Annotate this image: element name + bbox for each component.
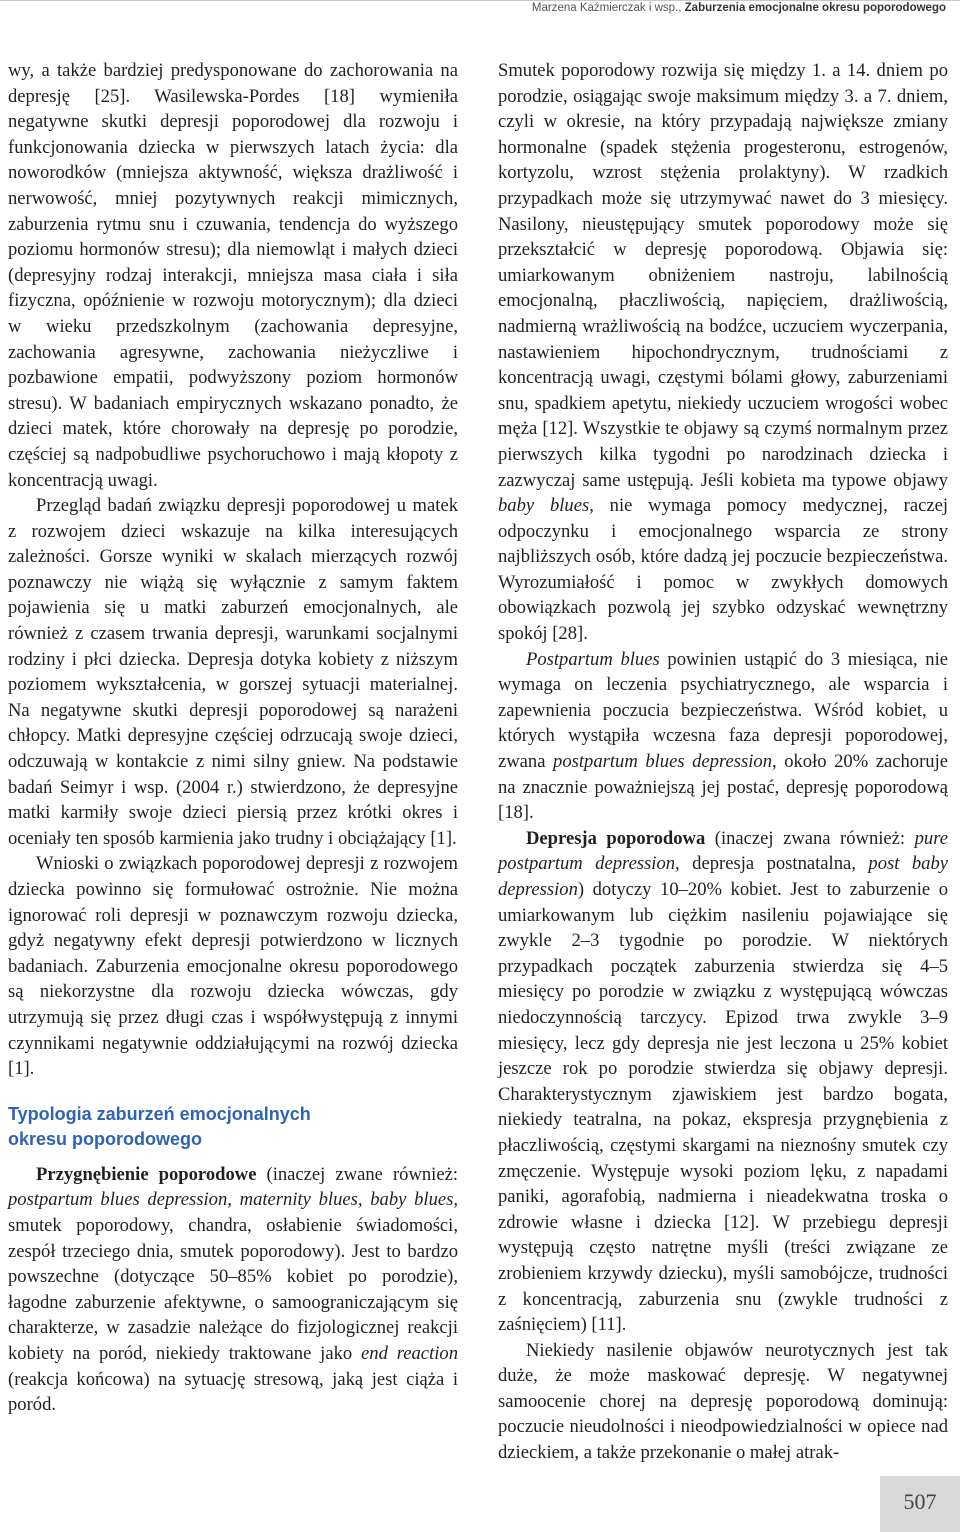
term-post-baby-depression: post baby depression bbox=[498, 853, 949, 900]
term-pure-postpartum-depression: pure postpartum depression, bbox=[498, 827, 948, 875]
running-head bbox=[0, 0, 960, 18]
right-p3-text-a: (inaczej zwana również: bbox=[705, 827, 915, 849]
left-paragraph-1: wy, a także bardziej predysponowane do zachorowania na depresję [25]. Wasilewska-Pordes [18] wymieniła negatywne skutki depresji poporodowej dla rozwoju i funkcjonowania dziecka w pierwszych latach życia: dla noworodków (mniejsza aktywność, większa drażliwość i nerwowość, mniej pozytywnych reakcji mimicznych, zaburzenia rytmu snu i czuwania, tendencja do wyższego poziomu hormonów stresu); dla niemowląt i małych dzieci (depresyjny rodzaj interakcji, mniejsza masa ciała i siła fizyczna, opóźnienie w rozwoju motorycznym); dla dzieci w wieku przedszkolnym (zachowania depresyjne, zachowania agresywne, zachowania nieżyczliwe i pozbawione empatii, podwyższony poziom hormonów stresu). W badaniach empirycznych wskazano ponadto, że dzieci matek, które chorowały na depresję po porodzie, częściej są nadpobudliwe psychoruchowo i mają kłopoty z koncentracją uwagi. bbox=[8, 60, 458, 491]
term-przygnebienie-poporodowe: Przygnębienie poporodowe bbox=[36, 1163, 257, 1185]
term-postpartum-blues: Postpartum blues bbox=[526, 648, 660, 670]
left-paragraph-4 bbox=[8, 1162, 458, 1418]
section-heading-line-1: Typologia zaburzeń emocjonalnych bbox=[8, 1103, 311, 1124]
right-paragraph-1 bbox=[498, 58, 948, 647]
left-column bbox=[8, 58, 458, 1418]
term-depresja-poporodowa: Depresja poporodowa bbox=[526, 827, 706, 849]
left-p4-text-c: (reakcja końcowa) na sytuację stresową, jaką jest ciąża i poród. bbox=[8, 1368, 458, 1416]
running-head-text bbox=[532, 2, 946, 14]
right-column bbox=[498, 58, 948, 1466]
running-head-authors: Marzena Kaźmierczak i wsp., bbox=[531, 2, 682, 14]
page-number: 507 bbox=[880, 1476, 960, 1532]
section-heading bbox=[8, 1102, 458, 1152]
running-head-title: Zaburzenia emocjonalne okresu poporodowego bbox=[684, 2, 946, 14]
synonyms-list: postpartum blues depression, maternity blues, baby blues, bbox=[8, 1189, 458, 1211]
right-p2-text-a: powinien ustąpić do 3 miesiąca, nie wymaga on leczenia psychiatrycznego, ale wsparcia i zapewnienia poczucia bezpieczeństwa. Wśród kobiet, u których wystąpiła wczesna faza depresji poporodowej, zwana bbox=[498, 648, 948, 773]
left-paragraph-3: Wnioski o związkach poporodowej depresji z rozwojem dziecka powinno się formułować ostrożnie. Nie można ignorować roli depresji w poznawczym rozwoju dziecka, gdyż negatywny efekt depresji potwierdzono w licznych badaniach. Zaburzenia emocjonalne okresu poporodowego są niekorzystne dla rozwoju dziecka wówczas, gdy utrzymują się przez długi czas i współwystępują z innymi czynnikami negatywnie oddziałującymi na rozwój dziecka [1]. bbox=[8, 853, 458, 1080]
left-p4-text-a: (inaczej zwane również: bbox=[256, 1163, 459, 1185]
section-heading-line-2: okresu poporodowego bbox=[8, 1128, 203, 1149]
left-paragraph-2: Przegląd badań związku depresji poporodowej u matek z rozwojem dzieci wskazuje na kilka interesujących zależności. Gorsze wyniki w skalach mierzących rozwój poznawczy nie wiążą się wyłącznie z samym faktem pojawienia się u matki zaburzeń emocjonalnych, ale również z czasem trwania depresji, warunkami socjalnymi rodziny i płci dziecka. Depresja dotyka kobiety z niższym poziomem wykształcenia, w gorszej sytuacji materialnej. Na negatywne skutki depresji poporodowej są narażeni chłopcy. Matki depresyjne częściej odrzucają swoje dzieci, odczuwają w kontakcie z nimi silny gniew. Na podstawie badań Seimyr i wsp. (2004 r.) stwierdzono, że depresyjne matki karmiły swoje dzieci piersią przez krótki okres i oceniały ten sposób karmienia jako trudny i obciążający [1]. bbox=[8, 495, 458, 849]
term-end-reaction: end reaction bbox=[361, 1342, 458, 1364]
header-rule bbox=[0, 0, 960, 1]
right-p3-text-b: depresja postnatalna bbox=[679, 853, 852, 875]
right-p2-text-b: , około 20% zachoruje na znacznie poważniejszą jej postać, depresję poporodową [18]. bbox=[498, 751, 949, 824]
term-baby-blues: baby blues bbox=[498, 495, 590, 517]
right-p1-text-b: , nie wymaga pomocy medycznej, raczej odpoczynku i emocjonalnego wsparcia ze strony najbliższych osób, które dadzą jej poczucie bezpieczeństwa. Wyrozumiałość i pomoc w zwykłych domowych obowiązkach pozwolą jej szybko odzyskać wewnętrzny spokój [28]. bbox=[498, 495, 948, 645]
term-postpartum-blues-depression: postpartum blues depression bbox=[553, 751, 772, 773]
right-paragraph-4: Niekiedy nasilenie objawów neurotycznych jest tak duże, że może maskować depresję. W negatywnej samoocenie chorej na depresję poporodową dominują: poczucie nieudolności i nieodpowiedzialności w opiece nad dzieckiem, a także przekonanie o małej atrak- bbox=[498, 1339, 948, 1464]
right-p3-comma: , bbox=[851, 853, 869, 875]
right-p1-text-a: Smutek poporodowy rozwija się między 1. a 14. dniem po porodzie, osiągając swoje maksimum między 3. a 7. dniem, czyli w okresie, na który przypadają największe zmiany hormonalne (spadek stężenia progesteronu, estrogenów, kortyzolu, wzrost stężenia prolaktyny). W rzadkich przypadkach może się utrzymywać nawet do 3 miesięcy. Nasilony, nieustępujący smutek poporodowy może się przekształcić w depresję poporodową. Objawia się: umiarkowanym obniżeniem nastroju, labilnością emocjonalną, płaczliwością, napięciem, drażliwością, nadmierną wrażliwością na bodźce, uczuciem wyczerpania, nastawieniem hipochondrycznym, trudnościami z koncentracją uwagi, częstymi bólami głowy, zaburzeniami snu, spadkiem apetytu, niekiedy uczuciem wrogości wobec męża [12]. Wszystkie te objawy są czymś normalnym przez pierwszych kilka tygodni po narodzinach dziecka i zazwyczaj same ustępują. Jeśli kobieta ma typowe objawy bbox=[498, 60, 948, 491]
right-p3-text-d: ) dotyczy 10–20% kobiet. Jest to zaburzenie o umiarkowanym lub ciężkim nasileniu pojawiające się zwykle 2–3 tygodnie po porodzie. W niektórych przypadkach początek zaburzenia stwierdza się 4–5 miesięcy po porodzie w związku z występującą wówczas niedoczynnością tarczycy. Epizod trwa zwykle 3–9 miesięcy, lecz gdy depresja nie jest leczona u 25% kobiet jeszcze rok po porodzie stwierdza się objawy depresji. Charakterystycznym zjawiskiem jest bardzo bogata, niekiedy teatralna, na pokaz, ekspresja przygnębienia z płaczliwością, częstymi skargami na nieznośny smutek czy zmęczenie. Występuje wysoki poziom lęku, z napadami paniki, agorafobią, nadmierna i nieadekwatna troska o zdrowie własne i dziecka [12]. W przebiegu depresji występują często natrętne myśli (treści związane ze zrobieniem krzywdy dziecku), myśli samobójcze, trudności z koncentracją, zaburzenia snu (zwykle trudności z zaśnięciem) [11]. bbox=[498, 879, 948, 1336]
right-paragraph-3 bbox=[498, 826, 948, 1338]
left-p4-text-b: smutek poporodowy, chandra, osłabienie świadomości, zespół trzeciego dnia, smutek poporodowy). Jest to bardzo powszechne (dotyczące 50–85% kobiet po porodzie), łagodne zaburzenie afektywne, o samoograniczającym się charakterze, w zasadzie należące do fizjologicznej reakcji kobiety na poród, niekiedy traktowane jako bbox=[8, 1214, 458, 1364]
right-paragraph-2 bbox=[498, 647, 948, 826]
